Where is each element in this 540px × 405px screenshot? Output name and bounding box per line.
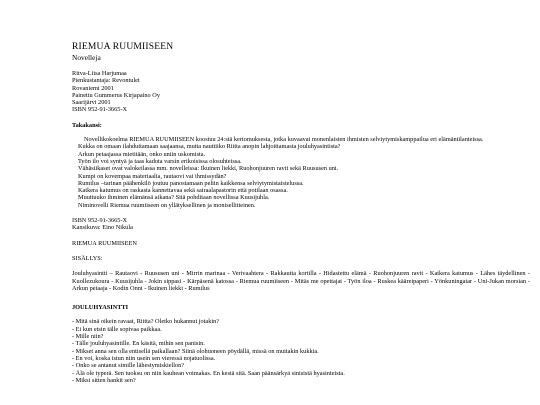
meta-isbn: ISBN 952-91-3665-X — [72, 106, 128, 114]
book-subtitle: Novelleja — [72, 53, 101, 62]
isbn-line: ISBN 952-91-3665-X — [72, 217, 128, 225]
blurb-line: Niminovelli Riemua ruumiiseen on yllätyksellinen ja monisellitteinen. — [78, 201, 256, 209]
blurb-line: Työn ilo voi syntyä ja taas kadota varsin erikoisissa olosuhteissa. — [78, 157, 242, 165]
blurb-line: Arkun petaajassa mietitään, onko uniin uskomista. — [78, 150, 206, 158]
dialogue-line: - Älä ole typerä. Sen tuoksu on niin kauhean voimakas. En kestä sitä. Saan päänsärkyä sinisistä hyasinteista. — [72, 369, 345, 377]
dialogue-line: - Mille niin? — [72, 333, 104, 341]
blurb-line: Muuttuuko ihminen elämänsä aikana? Sitä pohditaan novellissa Kuusijuhla. — [78, 194, 270, 202]
meta-printer: Painettu Gummerus Kirjapaino Oy — [72, 91, 160, 99]
dialogue-line: - Onko se antanut simille lähestymiskiellon? — [72, 362, 185, 370]
back-cover-intro: Novellikokoelma RIEMUA RUUMIISEEN koostuu 24:stä kertomuksesta, jotka kuvaavat monenlaisten ihmisten selviytymiskamppailua eri elämäntilanteissa. — [84, 136, 484, 144]
meta-print-place: Saarijärvi 2001 — [72, 99, 111, 107]
story-heading: JOULUHYASINTTI — [72, 304, 129, 312]
blurb-line: Vähäsiikaset ovat valokeilassa mm. novelleissa: Ikuinen liekki, Ruohonjuuren ravit sekä Ruususen uni. — [78, 165, 339, 173]
dialogue-line: - Miksi sitten hankit sen? — [72, 376, 136, 384]
contents-list: Jouluhyasintti – Rautaovi - Ruususen uni - Mirrin marinaa - Verivaahtera - Rakkautta kortilla - Hidastettu elämä - Ruohonjuuren ravit - Katkera katumus - Lähes täydellinen - Kuollezukoura - Kuusijuhla - Jokin sippasi - Kärpäsenä katossa - Riemua ruumiiseen - Mitäs me opettajat - Työn iloa - Ruskea kääreipaperi - Yönkuningatar - Uni-Jukan morsian - Arkun petaaja - Kodin Onni - Ikuinen liekki - Rumilus — [72, 270, 530, 292]
dialogue-line: - Tälle jouluhyasintille. En käsitä, mihin sen panisin. — [72, 340, 205, 348]
back-cover-lines — [72, 143, 532, 209]
blurb-line: Rumilus –tarinan päähenkilö joutuu panostamaan peliin kaikkensa selviytymistaistelussa. — [78, 179, 304, 187]
dialogue-line: - Mitä sinä oikein ravaat, Riitta? Oletko hukannut jotakin? — [72, 318, 220, 326]
cover-credit: Kansikuva: Eino Nikula — [72, 224, 133, 232]
meta-place-year: Rovaniemi 2001 — [72, 84, 114, 92]
blurb-line: Kumpi on kovempaa materiaalia, rautaovi vai ihmissydän? — [78, 172, 227, 180]
back-cover-heading: Takakansi: — [72, 121, 102, 129]
page-content — [72, 42, 532, 384]
dialogue-line: - Ei kun etsin tälle sopivaa paikkaa. — [72, 325, 162, 333]
book-title: RIEMUA RUUMIISEEN — [72, 42, 174, 52]
publication-info — [72, 70, 532, 114]
dialogue-line: - En voi, koska istun niin usein sen vieressä nojatuolissa. — [72, 354, 216, 362]
blurb-line: Kukka on omaan ilahduttamaan saajaansa, mutta nauttiiko Riitta anopin lahjoittamasta jouluhyasintista? — [78, 143, 341, 151]
dialogue-line: - Mikset anna sen olla entisellä paikallaan? Siinä olohuoneen pöydällä, missä on muitakin kukkia. — [72, 347, 319, 355]
meta-publisher: Pienkustantaja: Revontulet — [72, 77, 140, 85]
repeat-title: RIEMUA RUUMIISEEN — [72, 239, 137, 247]
blurb-line: Katkera katumus on raskasta kannettavaa sekä sairaalapastorin että potilaan osassa. — [78, 187, 288, 195]
story-dialogue — [72, 318, 532, 384]
contents-heading: SISÄLLYS: — [72, 254, 103, 262]
meta-author: Ritva-Liisa Harjumaa — [72, 70, 127, 77]
